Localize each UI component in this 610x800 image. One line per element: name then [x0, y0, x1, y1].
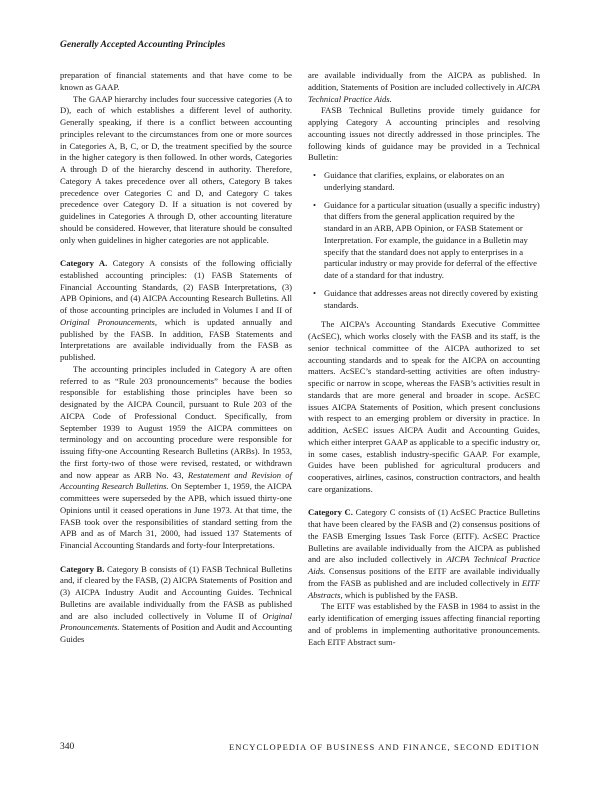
- text-run: Consensus positions of the EITF are available individually from the FASB as published and are included collectively in: [308, 566, 540, 588]
- running-head: Generally Accepted Accounting Principles: [60, 40, 226, 50]
- text-run: which is updated annually and published by the FASB. In addition, FASB Statements and Interpretations are available individually from the FASB as published.: [60, 316, 292, 362]
- paragraph-category-b: [60, 564, 292, 646]
- book-title: ENCYCLOPEDIA OF BUSINESS AND FINANCE, SECOND EDITION: [228, 742, 540, 752]
- italic-title: EITF Abstracts,: [308, 577, 540, 600]
- italic-title: AICPA Technical Practice Aids.: [308, 554, 540, 576]
- bullet-icon: •: [313, 170, 317, 180]
- bullet-icon: •: [313, 199, 317, 210]
- paragraph: preparation of financial statements and that have come to be known as GAAP.: [60, 70, 292, 92]
- paragraph: [60, 364, 292, 552]
- list-item: [308, 170, 540, 194]
- list-item: [308, 200, 540, 282]
- category-heading: Category C.: [308, 507, 353, 518]
- list-item: [308, 288, 540, 312]
- paragraph: The GAAP hierarchy includes four successive categories (A to D), each of which establishes a different level of authority. Generally speaking, if there is a conflict between accounting principles relevant to the circumstances from one or more sources in Categories A, B, C, or D, the treatment specified by the source in the higher category is then followed. In other words, Categories A through D of the hierarchy descend in authority. Therefore, Category A takes precedence over all others, Category B takes precedence over Categories C and D, and Category C takes precedence over Category D. If a situation is not covered by guidelines in Categories A through D, other accounting literature should be considered. However, that literature should be consulted only when guidelines in higher categories are not applicable.: [60, 93, 292, 245]
- paragraph: The AICPA’s Accounting Standards Executive Committee (AcSEC), which works closely with the FASB and its staff, is the senior technical committee of the AICPA authorized to set accounting standards and to speak for the AICPA on accounting matters. AcSEC’s standard-setting activities are often industry-specific or narrow in scope, whereas the FASB’s activities result in standards that are more general and broader in scope. AcSEC issues AICPA Statements of Position, which present conclusions with respect to an emerging problem or diversity in practice. In addition, AcSEC issues AICPA Audit and Accounting Guides, which either interpret GAAP as applicable to a specific industry or, in some cases, establish industry-specific GAAP. For example, Guides have been published for agricultural producers and cooperatives, airlines, casinos, construction contractors, and health care organizations.: [308, 319, 540, 494]
- left-column: [60, 70, 292, 646]
- text-run: are available individually from the AICPA as published. In addition, Statements of Position are included collectively in: [308, 70, 540, 92]
- page-number: 340: [60, 742, 75, 752]
- category-heading: Category B.: [60, 563, 105, 574]
- paragraph: FASB Technical Bulletins provide timely guidance for applying Category A accounting principles and resolving accounting issues not directly addressed in those principles. The following kinds of guidance may be provided in a Technical Bulletin:: [308, 105, 540, 163]
- paragraph: The EITF was established by the FASB in 1984 to assist in the early identification of emerging issues affecting financial reporting and of problems in implementing authoritative pronouncements. Each EITF Abstract sum-: [308, 601, 540, 647]
- paragraph: [308, 70, 540, 105]
- list-item-text: Guidance for a particular situation (usually a specific industry) that differs from the general application required by the standard in an ARB, APB Opinion, or FASB Statement or Interpretation. For example, the guidance in a Bulletin may specify that the standard does not apply to enterprises in a particular industry or may provide for deferral of the effective date of a standard for that industry.: [324, 199, 540, 280]
- text-run: Category A consists of the following officially established accounting principles: (1) FASB Statements of Financial Accounting Standards, (2) FASB Interpretations, (3) APB Opinions, and (4) AICPA Accounting Research Bulletins. All of those accounting principles are included in Volumes I and II of: [60, 258, 292, 315]
- list-item-text: Guidance that clarifies, explains, or elaborates on an underlying standard.: [324, 170, 505, 192]
- italic-title: Restatement and Revision of Accounting Research Bulletins.: [60, 469, 292, 492]
- bullet-list: [308, 170, 540, 311]
- right-column: [308, 70, 540, 648]
- text-run: Statements of Position and Audit and Accounting Guides: [60, 622, 292, 644]
- category-heading: Category A.: [60, 258, 108, 268]
- italic-title: AICPA Technical Practice Aids.: [308, 81, 540, 104]
- list-item-text: Guidance that addresses areas not directly covered by existing standards.: [324, 287, 538, 310]
- italic-title: Original Pronouncements.: [60, 610, 292, 633]
- text-run: Category B consists of (1) FASB Technical Bulletins and, if cleared by the FASB, (2) AICPA Statements of Position and (3) AICPA Industry Audit and Accounting Guides. Technical Bulletins are available individually from the FASB as published and are also included collectively in Volume II of: [60, 563, 292, 621]
- text-run: Category C consists of (1) AcSEC Practice Bulletins that have been cleared by the FASB and (2) consensus positions of the FASB Emerging Issues Task Force (EITF). AcSEC Practice Bulletins are available individually from the AICPA as published and are also included collectively in: [308, 507, 540, 565]
- italic-title: Original Pronouncements,: [60, 316, 157, 327]
- paragraph-category-a: [60, 258, 292, 364]
- text-run: which is published by the FASB.: [342, 589, 458, 600]
- text-run: The accounting principles included in Category A are often referred to as “Rule 203 pronouncements” because the bodies responsible for establishing those principles have been so designated by the AICPA Council, pursuant to Rule 203 of the AICPA Code of Professional Conduct. Specifically, from September 1939 to August 1959 the AICPA committees on terminology and on accounting procedure were responsible for issuing fifty-one Accounting Research Bulletins (ARBs). In 1953, the first forty-two of those were revised, restated, or withdrawn and now appear as ARB No. 43,: [60, 363, 292, 480]
- bullet-icon: •: [313, 287, 317, 298]
- paragraph-category-c: [308, 507, 540, 601]
- text-run: On September 1, 1959, the AICPA committees were superseded by the APB, which issued thirty-one Opinions until it ceased operations in June 1973. At that time, the FASB took over the responsibilities of standard setting from the APB and as of March 31, 2000, had issued 137 Statements of Financial Accounting Standards and forty-four Interpretations.: [60, 481, 292, 550]
